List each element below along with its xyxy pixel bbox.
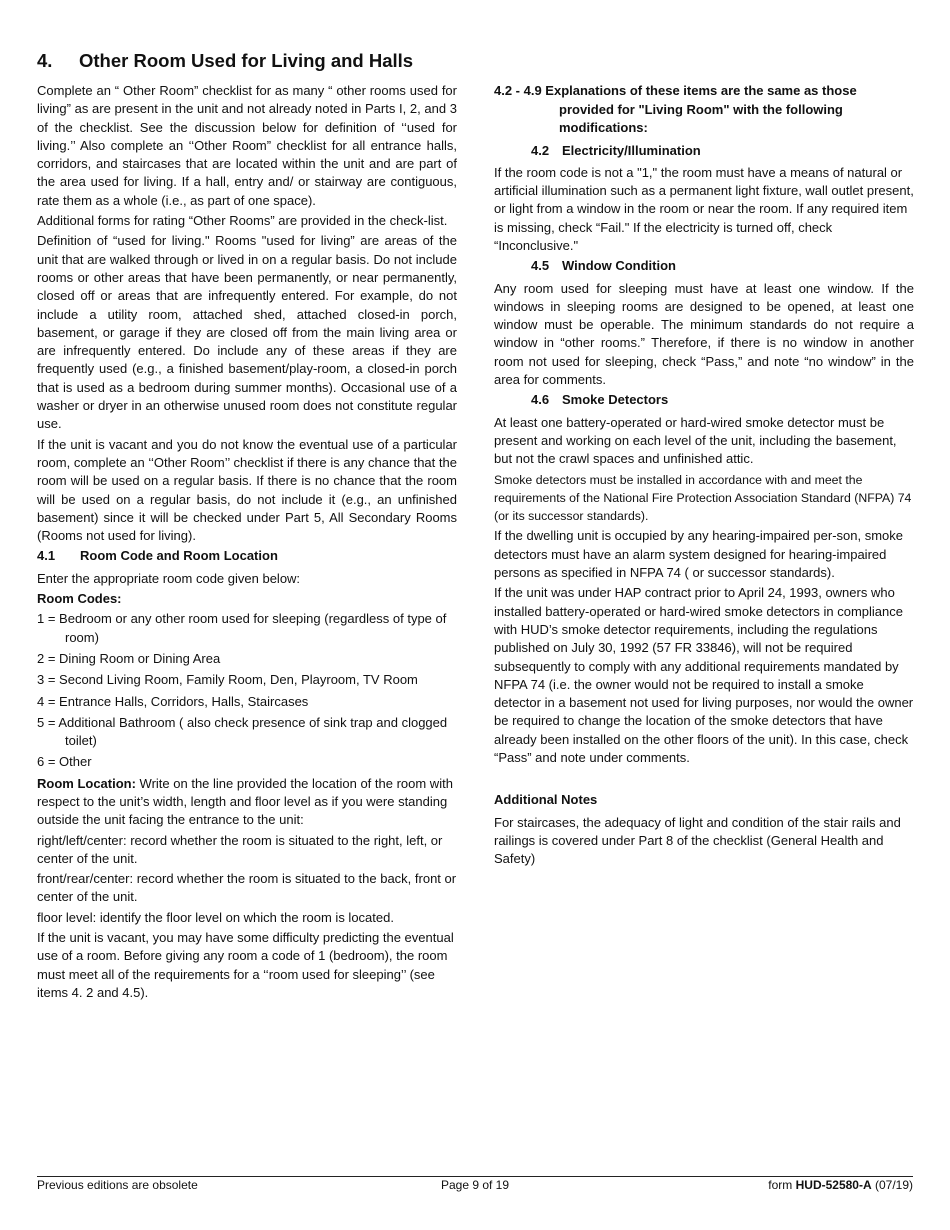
footer-form-number: HUD-52580-A [795, 1178, 872, 1192]
location-item-floor-level: floor level: identify the floor level on which the room is located. [37, 909, 394, 925]
intro-paragraph-3: Definition of “used for living." Rooms "used for living” are areas of the unit that are walked through or lived in on a regular basis. Do not include rooms or other areas that have been permanently, or near permanently, closed off or areas that are infrequently entered. For example, do not include a utility room, attached shed, attached closed-in porch, basement, or garage if they are closed off from the main living area or are infrequently entered. Do include any of these areas if they are frequently used (e.g., a finished basement/play-room, a closed-in porch that is used as a bedroom during summer months). Occasional use of a washer or dryer in an otherwise unused room does not constitute regular use. [37, 233, 457, 432]
footer-form-prefix: form [768, 1178, 796, 1192]
footer-form-date: (07/19) [871, 1178, 913, 1192]
smoke-detector-paragraph-3: If the dwelling unit is occupied by any hearing-impaired per-son, smoke detectors must have an alarm system designed for hearing-impaired persons as specified in NFPA 74 ( or successor standards). [494, 528, 903, 581]
section-4-6-title: Smoke Detectors [562, 392, 669, 408]
footer-rule [37, 1176, 913, 1177]
section-4-6-heading [531, 391, 914, 409]
room-location-text: Write on the line provided the location of the room with respect to the unit’s width, length and floor level as if you were standing outside the unit facing the entrance to the unit: [37, 775, 453, 828]
room-location-label: Room Location: [37, 775, 136, 791]
room-code-instruction: Enter the appropriate room code given below: [37, 570, 301, 586]
section-4-5-heading [531, 257, 914, 275]
room-code-item: 2 = Dining Room or Dining Area [37, 650, 221, 666]
smoke-detector-paragraph-1: At least one battery-operated or hard-wired smoke detector must be present and working on each level of the unit, including the basement, but not the crawl spaces and unfinished attic. [494, 414, 897, 467]
intro-paragraph-4: If the unit is vacant and you do not know the eventual use of a particular room, complete an ‘‘Other Room’’ checklist if there is any chance that the room will be used on a regular basis. If there is no chance that the room will be used on a regular basis, do not include it (e.g., an unfinished basement) since it will be checked under Part 5, All Secondary Rooms (Rooms not used for living). [37, 436, 457, 544]
room-code-item: 3 = Second Living Room, Family Room, Den, Playroom, TV Room [37, 672, 418, 688]
room-code-item: 1 = Bedroom or any other room used for sleeping (regardless of type of room) [37, 611, 447, 645]
intro-paragraph-1: Complete an “ Other Room” checklist for as many “ other rooms used for living” as are present in the unit and not already noted in Parts I, 2, and 3 of the checklist. See the discussion below for definition of ‘‘used for living.’’ Also complete an ‘‘Other Room” checklist for all entrance halls, corridors, and staircases that are located within the unit and are part of the area used for living. If a hall, entry and/ or stairway are contiguous, rate them as a whole (i.e., as part of one space). [37, 83, 457, 208]
section-4-2-number: 4.2 [531, 142, 550, 158]
section-4-5-number: 4.5 [531, 258, 550, 274]
location-item-front-rear: front/rear/center: record whether the room is situated to the back, front or center of the unit. [37, 871, 457, 905]
footer-page-number: Page 9 of 19 [440, 1178, 510, 1192]
room-code-item: 4 = Entrance Halls, Corridors, Halls, Staircases [37, 693, 309, 709]
room-codes-label: Room Codes: [37, 591, 122, 607]
room-location-paragraph [37, 775, 457, 830]
section-4-2-heading [531, 142, 914, 160]
section-4-5-text: Any room used for sleeping must have at least one window. If the windows in sleeping rooms are designed to be opened, at least one window must be operable. The minimum standards do not require a window in “other rooms.” Therefore, if there is no window in another room not used for sleeping, check “Pass,” and note “no window” in the area for comments. [494, 280, 914, 388]
section-4-2-4-9-heading: 4.2 - 4.9 Explanations of these items are the same as those provided for "Living Room" with the following modifications: [494, 83, 857, 135]
smoke-detector-paragraph-2: Smoke detectors must be installed in accordance with and meet the requirements of the National Fire Protection Association Standard (NFPA) 74 (or its successor standards). [494, 472, 912, 524]
location-item-right-left: right/left/center: record whether the room is situated to the right, left, or center of the unit. [37, 832, 443, 866]
room-code-item: 5 = Additional Bathroom ( also check presence of sink trap and clogged toilet) [37, 714, 448, 749]
section-title: Other Room Used for Living and Halls [79, 50, 414, 71]
footer-form-id [768, 1178, 913, 1192]
section-4-1-title: Room Code and Room Location [80, 548, 278, 564]
section-4-6-number: 4.6 [531, 392, 550, 408]
right-column [494, 82, 914, 870]
room-codes-list [37, 610, 457, 771]
room-code-item: 6 = Other [37, 754, 92, 770]
section-4-2-title: Electricity/Illumination [562, 142, 701, 158]
additional-notes-text: For staircases, the adequacy of light and condition of the stair rails and railings is covered under Part 8 of the checklist (General Health and Safety) [494, 814, 901, 867]
intro-paragraph-2: Additional forms for rating “Other Rooms” are provided in the check-list. [37, 213, 448, 229]
section-4-1-number: 4.1 [37, 548, 56, 564]
section-4-5-title: Window Condition [562, 258, 676, 274]
section-4-1-heading [37, 547, 457, 565]
section-number: 4. [37, 50, 53, 71]
additional-notes-heading: Additional Notes [494, 792, 598, 808]
vacant-unit-note: If the unit is vacant, you may have some difficulty predicting the eventual use of a room. Before giving any room a code of 1 (bedroom), the room must meet all of the requirements for a ‘‘room used for sleeping’’ (see items 4. 2 and 4.5). [37, 930, 454, 1000]
page-title [37, 50, 413, 72]
left-column [37, 82, 457, 1004]
footer-obsolete-note: Previous editions are obsolete [37, 1178, 198, 1192]
smoke-detector-paragraph-4: If the unit was under HAP contract prior to April 24, 1993, owners who installed battery-operated or hard-wired smoke detectors in compliance with HUD’s smoke detector requirements, including the regulations published on July 30, 1992 (57 FR 33846), will not be required subsequently to comply with any additional requirements mandated by NFPA 74 (i.e. the owner would not be required to install a smoke detector in a basement not used for living purposes, nor would the owner be required to change the location of the smoke detectors that have already been installed on the other floors of the unit). In this case, check “Pass” and note under comments. [494, 585, 914, 765]
section-4-2-text: If the room code is not a "1," the room must have a means of natural or artificial illumination such as a permanent light fixture, wall outlet present, or light from a window in the room or near the room. If any required item is missing, check “Fail." If the electricity is turned off, check “Inconclusive." [494, 164, 914, 253]
